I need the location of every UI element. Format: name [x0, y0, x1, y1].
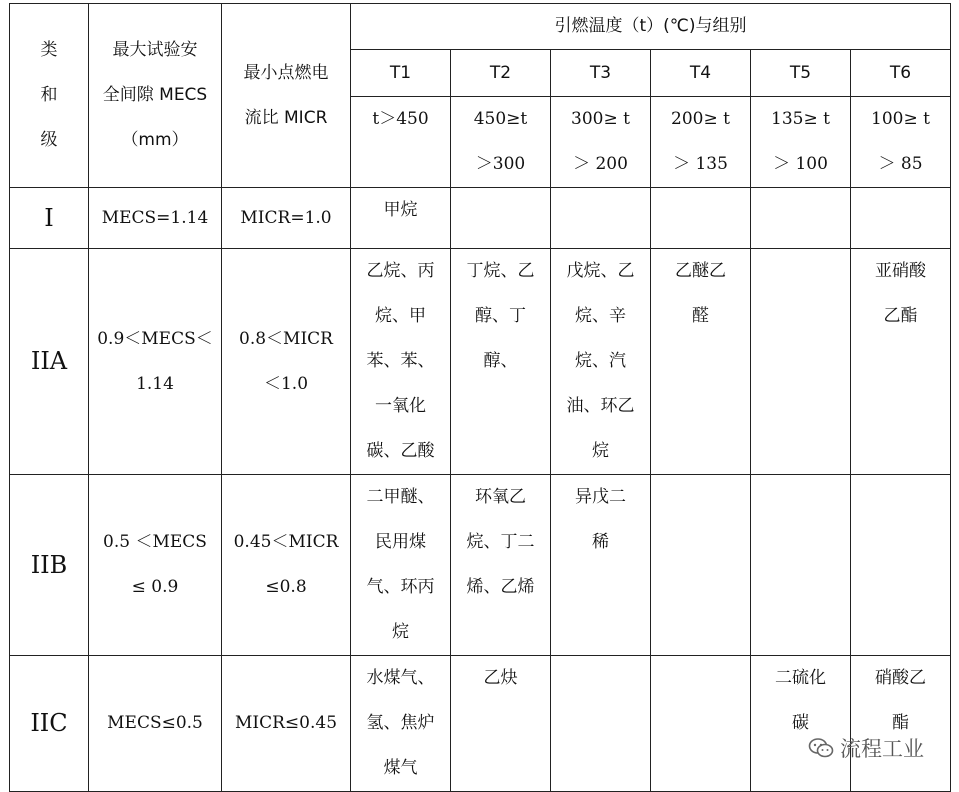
substance-cell: [651, 188, 751, 249]
row-mecs: 0.9＜MECS＜ 1.14: [89, 249, 222, 475]
substance-cell: [851, 188, 951, 249]
group-temperature-range: 200≥ t ＞ 135: [651, 97, 751, 188]
substance-cell: 甲烷: [351, 188, 451, 249]
table-row: [10, 656, 951, 792]
row-class: IIA: [10, 249, 89, 475]
group-name: T6: [851, 50, 951, 97]
group-temperature-range: t＞450: [351, 97, 451, 188]
row-micr: MICR≤0.45: [222, 656, 351, 792]
group-name: T4: [651, 50, 751, 97]
watermark-text: 流程工业: [840, 737, 924, 761]
row-mecs: 0.5 ＜MECS ≤ 0.9: [89, 475, 222, 656]
substance-cell: 乙烷、丙 烷、甲 苯、苯、 一氧化 碳、乙酸: [351, 249, 451, 475]
substance-cell: [751, 188, 851, 249]
substance-cell: [851, 475, 951, 656]
substance-cell: [751, 249, 851, 475]
substance-cell: 乙炔: [451, 656, 551, 792]
group-name: T5: [751, 50, 851, 97]
row-micr: 0.45＜MICR ≤0.8: [222, 475, 351, 656]
group-temperature-range: 300≥ t ＞ 200: [551, 97, 651, 188]
header-ignition-temperature-group: 引燃温度（t）(℃)与组别: [351, 4, 951, 50]
substance-cell: 二硫化 碳: [751, 656, 851, 792]
group-name: T3: [551, 50, 651, 97]
substance-cell: [751, 475, 851, 656]
row-micr: 0.8＜MICR ＜1.0: [222, 249, 351, 475]
substance-cell: [651, 656, 751, 792]
substance-cell: [551, 656, 651, 792]
substance-cell: 异戊二 稀: [551, 475, 651, 656]
header-class-level: 类 和 级: [10, 4, 89, 188]
header-mecs: 最大试验安 全间隙 MECS （mm）: [89, 4, 222, 188]
explosion-classification-table: [9, 3, 951, 792]
substance-cell: 乙醚乙 醛: [651, 249, 751, 475]
table-row: [10, 475, 951, 656]
group-name: T1: [351, 50, 451, 97]
group-name: T2: [451, 50, 551, 97]
table-row: [10, 249, 951, 475]
substance-cell: 二甲醚、 民用煤 气、环丙 烷: [351, 475, 451, 656]
substance-cell: 环氧乙 烷、丁二 烯、乙烯: [451, 475, 551, 656]
substance-cell: 丁烷、乙 醇、丁 醇、: [451, 249, 551, 475]
row-class: IIC: [10, 656, 89, 792]
substance-cell: 硝酸乙 酯: [851, 656, 951, 792]
group-temperature-range: 100≥ t ＞ 85: [851, 97, 951, 188]
row-class: IIB: [10, 475, 89, 656]
row-class: I: [10, 188, 89, 249]
row-mecs: MECS=1.14: [89, 188, 222, 249]
row-mecs: MECS≤0.5: [89, 656, 222, 792]
substance-cell: [651, 475, 751, 656]
substance-cell: 戊烷、乙 烷、辛 烷、汽 油、环乙 烷: [551, 249, 651, 475]
substance-cell: [451, 188, 551, 249]
substance-cell: 水煤气、 氢、焦炉 煤气: [351, 656, 451, 792]
substance-cell: [551, 188, 651, 249]
group-temperature-range: 450≥t ＞300: [451, 97, 551, 188]
wechat-icon: [808, 737, 834, 759]
table-row: [10, 188, 951, 249]
group-temperature-range: 135≥ t ＞ 100: [751, 97, 851, 188]
substance-cell: 亚硝酸 乙酯: [851, 249, 951, 475]
watermark: [808, 733, 924, 763]
header-micr: 最小点燃电 流比 MICR: [222, 4, 351, 188]
row-micr: MICR=1.0: [222, 188, 351, 249]
